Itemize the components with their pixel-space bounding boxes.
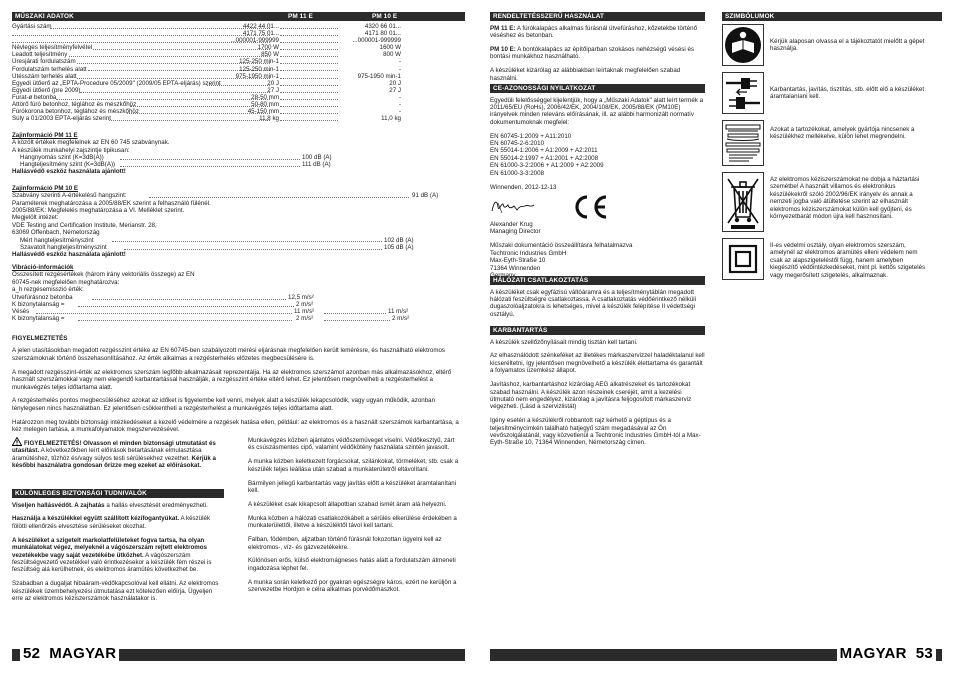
special-safety-header: KÜLÖNLEGES BIZTONSÁGI TUDNIVALÓK [12, 489, 224, 498]
tech-data-row: Egyedi ütőerő (pre 2009) 27 J 27 J [12, 86, 401, 94]
symbol-text-1: Kérjük alaposan olvassa el a tájékoztatót mielőtt a gépet használja. [770, 38, 925, 53]
signature-area [490, 191, 705, 221]
tech-data-header: MŰSZAKI ADATOK PM 11 E PM 10 E [12, 12, 465, 21]
mains-connection-section: HÁLÓZATI CSATLAKOZTATÁS A készüléket csak egyfázisú váltóáramra és a teljesítménytáblán megadott hálózati feszültségre csatlakoztassa. A csatlakoztatás védőérintkező nélküli dugaszolóaljzatokra is lehetséges, mivel a készülék felépítése II védettségi osztályú. [490, 276, 705, 318]
signature-image [490, 195, 536, 217]
tech-data-row: Névleges teljesítményfelvétel 1700 W 1600 W [12, 44, 401, 52]
tech-data-row: Üresjárati fordulatszám 125-250 min-1 - [12, 58, 401, 66]
read-manual-icon [722, 24, 764, 66]
tech-data-row: Áttörő fúró betonhoz, téglához és mészkőhöz 50-80 mm - [12, 101, 401, 109]
page-number-right: MAGYAR 53 [837, 645, 936, 662]
ce-declaration-section: CE-AZONOSSÁGI NYILATKOZAT Egyedüli felelősséggel kijelentjük, hogy a „Műszaki Adatok" alatt leírt termék a 2011/65/EU (RoHs), 2006/42/EK, 2004/108/EK, 2005/88/EK (PM10E) irányelvek minden releváns előírásának, ill. az alábbi harmonizált normatív dokumentumoknak megfelel: EN 60745-1:2009 + A11:2010 EN 60745-2-6:2010 EN 55014-1:2006 + A1:2009 + A2:2011 EN 55014-2:1997 + A1:2001 + A2:2008 EN 61000-3-2:2006 + A1:2009 + A2:2009 EN 61000-3-3:2008 Winnenden, 2012-12-13 Alexander Krug Managing Director Műszaki dokumentáció összeállításra felhatalmazva Techtronic Industries GmbH Max-Eyth-Straße 10 71364 Winnenden [490, 85, 704, 272]
page-number-left: 52 MAGYAR [20, 645, 119, 662]
maintenance-section: KARBANTARTÁS A készülék szellőzőnyílásait mindig tisztán kell tartani. Az elhasználódott szénkeféket az illetékes márkaszervizzel haladéktalanul kell kicseréltetni, így jelentősen megnövelhető a készülék élettartama és garantált a folyamatos üzemkész állapot. Javításhoz, karbantartáshoz kizárólag AEG alkatrészeket és tartozékokat szabad használni. A készülék azon részeinek cseréjét, amit a kezelési útmutató nem engedélyez, kizárólag a javításra feljogosított márkaszerviz végezheti. (Lásd a szervizlistát) Igény esetén a készülékről robbantott rajz kérhető a géptípus és a teljesítménycímkén található hatjegyű szám megadásával az Ön vevőszolgálatánál, vagy közvetlenül a Techtronic Industries GmbH-tól a Max-Eyth-Straße 10, 71364 Winnenden, Németország címen. [490, 327, 705, 447]
mains-connection-header: HÁLÓZATI CSATLAKOZTATÁS [490, 276, 705, 285]
maintenance-header: KARBANTARTÁS [490, 326, 705, 335]
special-safety-section: KÜLÖNLEGES BIZTONSÁGI TUDNIVALÓK Viseljen hallásvédőt. A zajhatás a hallás elvesztését eredményezheti. Használja a készülékkel együtt szállított kézifogantyúkat. A készülék fölötti ellenőrzés elvesztése sérüléseket okozhat. A készüléket a szigetelt markolatfelületeket fogva tartsa, ha olyan munkálatokat végez, melyeknél a vágószerszám rejtett elektromos vezetékekbe vagy saját vezetékébe ütközhet. A vágószerszám feszültségvezető vezetékkel való érintkezésekor a készülék fém részei is feszültség alá kerülhetnek, és elektromos áramütés következhet be. Szabadban a dugaljat hibaáram-védőkapcsolóval kell ellátni. Az elektromos készülékek üzembehelyezési útmutatása ezt kötelezően előírja. Ügyeljen erre az elektromos kéziszerszámok használatakor is. [12, 489, 224, 602]
symbol-text-3: Azokat a tartozékokat, amelyek gyártója nincsenek a készülékhez mellékelve, külön lehet megrendelni. [770, 126, 915, 141]
tech-data-table [12, 23, 465, 122]
safety-column-2: Munkavégzés közben ajánlatos védőszemüveget viselni. Védőkesztyű, zárt és csúszásmentes cipő, valamint védőkötény használata szintén javasolt. A munka közben keletkezett forgácsokat, szilánkokat, törmeléket, stb. csak a készülék teljes leállása után szabad a munkaterületről eltávolítani. Bármilyen jellegű karbantartás vagy javítás előtt a készüléket áramtalanítani kell. A készüléket csak kikapcsolt állapotban szabad ismét áram alá helyezni. Munka közben a hálózati csatlakozókábelt a sérülés elkerülése érdekében a munkaterülettől, illetve a készüléktől távol kell tartani. Falban, födémben, aljzatban történő fúrásnál fokozottan ügyelni kell az elektromos-, víz- és gázvezetékekre. Különösen erős, külső elektromágneses hatás alatt a fordulatszám átmeneti ingadozása léphet fel. A munka során keletkező por gyakran egészségre káros, ezért ne kerüljön a szervezetbe Hordjon e célra alkalmas porvédőmaszkot. [248, 437, 459, 594]
double-insulation-icon [722, 238, 764, 280]
intended-use-header: RENDELTETÉSSZERŰ HASZNÁLAT [490, 12, 705, 21]
tech-data-row: Ütésszám terhelés alatt 975-1950 min-1 975-1950 min-1 [12, 72, 401, 80]
vibration-info: Vibráció-információk Összesített rezgésértékek (három irány vektoriális összege) az EN 60745-nek megfelelően meghatározva: a_h rezgésemisszió érték: Ütvefúrásnoz betonba 12,5 m/s² K bizonytalanság = 2 m/s² Vésés 11 m/s² 11 m/s² K bizonytalanság = 2 m/s² 2 m/s² [12, 264, 410, 322]
symbol-text-2: Karbantartás, javítás, tisztítás, stb. előtt elő a készüléket áramtalaníani kell. [770, 86, 925, 101]
noise-pm11: Zajinformáció PM 11 E A közölt értékek megfelelnek az EN 60 745 szabványnak. A készülék munkahelyi zajszintje tipikusan: Hangnyomás szint (K=3dB(A)) 100 dB (A) Hangteljesítmény szint (K=3dB(A)) 111 dB (A) Hallásvédő eszköz használata ajánlott! [12, 132, 332, 176]
symbol-text-5: II-es védelmi osztály, olyan elektromos szerszám, amelynél az elektromos áramütés elleni védelem nem csak az alapszigeteléstől függ, hanem amelyben kiegészítő védőintézkedéseket, mint pl. kettős szigetelés vagy megerősített szigetelés, alkalmaznak. [770, 242, 926, 279]
tech-data-row: Leadott teljesítmény 850 W 800 W [12, 51, 401, 59]
tech-data-row: Súly a 01/2003 EPTA-eljárás szerint 11,8 kg 11,0 kg [12, 115, 401, 123]
tech-data-row: Fúrókorona betonhoz, téglához és mészkőhöz 45-150 mm - [12, 108, 401, 116]
ce-mark-icon [570, 193, 610, 221]
ce-declaration-header: CE-AZONOSSÁGI NYILATKOZAT [490, 84, 705, 93]
warning-triangle-icon [12, 437, 22, 446]
intended-use-section: RENDELTETÉSSZERŰ HASZNÁLAT PM 11 E: A fúrókalapács alkalmas fúrásnál ütvefúráshoz, kőzetekbe történő véséshez és betonban. PM 10 E: A bontókalapács az építőiparban szokásos nehézségű vésési és bontási munkákhoz használható. A készüléket kizárólag az alábbiakban leírtaknak megfelelően szabad használni. [490, 12, 705, 82]
accessory-icon [722, 120, 764, 166]
tech-data-row: 4171 75 01... 4171 80 01... [12, 30, 465, 37]
tech-data-row: Egyedi ütőerő az „EPTA-Procedure 05/2009" (2009/05 EPTA-eljárás) szerint 20 J 20 J [12, 79, 401, 87]
symbols-section [722, 12, 942, 21]
unplug-icon [722, 72, 764, 114]
tech-data-section [12, 12, 465, 122]
safety-warning: FIGYELMEZTETÉS! Olvasson el minden biztonsági utmutatást és utasítást. A következőkben leírt előírások betartásának elmulasztása áramütéshez, tűzhöz és/vagy súlyos testi sérülésekhez vezethet. Kérjük a későbbi használatra gondosan őrizze meg ezeket az előírásokat. [12, 437, 224, 470]
symbols-header: SZIMBÓLUMOK [722, 12, 942, 21]
tech-data-row: Gyártási szám 4422 44 01... 4320 66 01... [12, 23, 401, 30]
tech-data-row: Furat-ø betonba 28-50 mm - [12, 93, 401, 101]
weee-bin-icon [722, 172, 764, 232]
tech-data-row: ...000001-999999 ...000001-999999 [12, 37, 465, 44]
symbol-text-4: Az elektromos kéziszerszámokat ne dobja a háztartási szemétbe! A használt villamos és elektronikus készülékekről szóló 2002/96/EK irányelv és annak a nemzeti jogba való átültetése szerint az elhasznált elektromos kéziszerszámokat külön kell gyűjteni, és környezetbarát módon újra kell hasznosítani. [770, 176, 920, 221]
figyelmeztetes-section: FIGYELMEZTETÉS A jelen utasításokban megadott rezgésszint értéke az EN 60745-ben szabályozott mérési eljárásnak megfelelően került lemérésre, és használható elektromos szerszámoknak történő összehasonlításához. Az érték alkalmas a rezgésterhelés előzetes megbecsülésére is. A megadott rezgésszint-érték az elektromos szerszám legfőbb alkalmazásait reprezentálja. Ha az elektromos szerszámot azonban más alkalmazásokhoz, eltérő használt szerszámokkal vagy nem elegendő karbantartással használják, a rezgésszint értéke eltérő lehet. Ez jelentősen megnövelheti a rezgésterhelést a munkavégzés teljes időtartama alatt. A rezgésterhelés pontos megbecsüléséhez azokat az időket is figyelembe kell venni, melyek alatt a készülék lekapcsolódik, vagy ugyan működik, azonban ténylegesen nincs használatban. Ez jelentősen csökkentheti a rezgésterhelést a munkavégzés teljes időtartama alatt. Határozzon meg további biztonsági intézkedéseket a kezelő védelmére a rezgések hatása ellen, például: az elektromos és a használt szerszámok karbantartása, a kéz melegen tartása, a munkafolyamatok megszervezésével. [12, 335, 459, 434]
noise-pm10: Zajinformáció PM 10 E Szabvány szerinti A-értékelésű hangszint: 91 dB (A) Paraméterek meghatározása a 2005/88/EK szerint a felhasználó fülénél. 2005/88/EK: Megfelelés meghatározása a VI. Melléklet szerint. Megjelölt intézet: VDE Testing and Certification Institute, Merianstr. 28, 63069 Offenbach, Németország Mért hangteljesítményszint 102 dB (A) Szavatolt hangteljesítményszint 105 dB (A) Hallásvédő eszköz használata ajánlott! [12, 185, 439, 258]
tech-data-row: Fordulatszám terhelés alatt 125-250 min-1 - [12, 65, 401, 73]
